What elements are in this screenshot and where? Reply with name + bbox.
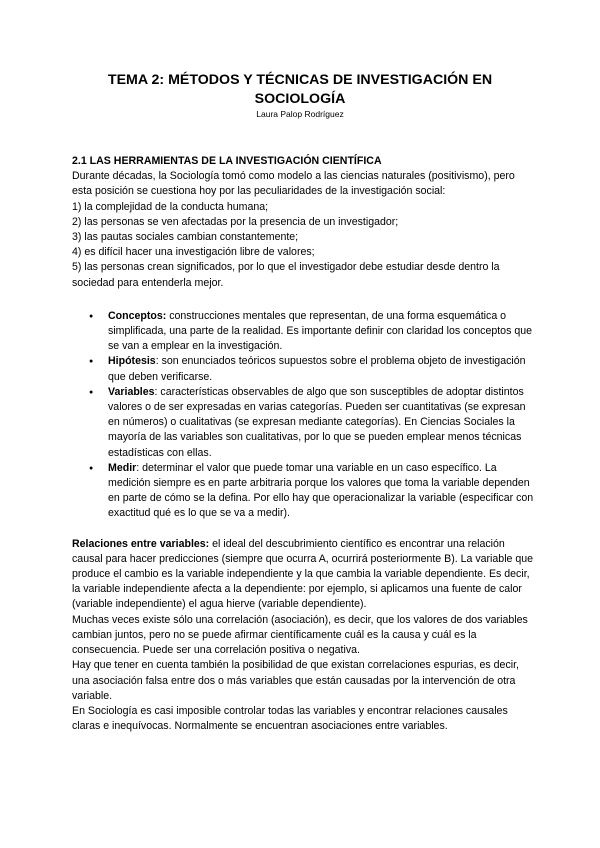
list-item-variables bbox=[108, 385, 534, 461]
relations-text: el ideal del descubrimiento científico es encontrar una relación causal para hacer predicciones (siempre que ocurra A, ocurrirá posteriormente B). La variable que produce el cambio es la variable independiente y la que cambia la variable dependiente. Es decir, la variable independiente afecta a la dependiente: por ejemplo, si aplicamos una fuente de calor (variable independiente) el agua hierve (variable dependiente). bbox=[72, 537, 534, 611]
author: Laura Palop Rodríguez bbox=[256, 109, 344, 119]
term-conceptos: Conceptos: bbox=[108, 309, 167, 322]
document-title bbox=[60, 71, 540, 109]
reason-item: 3) las pautas sociales cambian constantemente; bbox=[72, 231, 299, 244]
term-relaciones: Relaciones entre variables: bbox=[72, 537, 210, 550]
body-paragraph: En Sociología es casi imposible controlar todas las variables y encontrar relaciones causales claras e inequívocas. Normalmente se encuentran asociaciones entre variables. bbox=[72, 704, 508, 733]
term-hipotesis: Hipótesis bbox=[108, 355, 156, 368]
term-medir: Medir bbox=[108, 461, 137, 474]
definition-variables: : características observables de algo que son susceptibles de adoptar distintos valores o de ser expresadas en varias categorías. Pueden ser cuantitativas (se expresan en números) o cualitativas (se expresan mediante categorías). En Ciencias Sociales la mayoría de las variables son cualitativas, por lo que se pueden emplear menos técnicas estadísticas con ellas. bbox=[108, 385, 526, 459]
definition-medir: : determinar el valor que puede tomar una variable en un caso específico. La medición siempre es en parte arbitraria porque los valores que toma la variable dependen en parte de cómo se la defina. Por ello hay que operacionalizar la variable (especificar con exactitud qué es lo que se va a medir). bbox=[108, 461, 534, 520]
relations-paragraph bbox=[72, 537, 534, 613]
body-paragraph: Muchas veces existe sólo una correlación (asociación), es decir, que los valores de dos variables cambian juntos, pero no se puede afirmar científicamente cuál es la causa y cuál es la consecuencia. Puede ser una correlación positiva o negativa. bbox=[72, 613, 528, 657]
list-item-hipotesis bbox=[108, 354, 534, 384]
reason-item: 2) las personas se ven afectadas por la presencia de un investigador; bbox=[72, 215, 399, 228]
definition-hipotesis: : son enunciados teóricos supuestos sobre el problema objeto de investigación que deben verificarse. bbox=[108, 355, 526, 383]
reason-item: 5) las personas crean significados, por lo que el investigador debe estudiar desde dentro la sociedad para entenderla mejor. bbox=[72, 261, 500, 289]
reason-item: 1) la complejidad de la conducta humana; bbox=[72, 200, 269, 213]
document-body bbox=[72, 154, 534, 734]
term-variables: Variables bbox=[108, 385, 155, 398]
definition-conceptos: construcciones mentales que representan, de una forma esquemática o simplificada, una parte de la realidad. Es importante definir con claridad los conceptos que se van a emplear en la investigación. bbox=[108, 309, 532, 353]
definitions-list bbox=[72, 309, 534, 522]
list-item-medir bbox=[108, 461, 534, 522]
title-line-2: SOCIOLOGÍA bbox=[254, 91, 346, 107]
intro-paragraph: Durante décadas, la Sociología tomó como modelo a las ciencias naturales (positivismo), pero esta posición se cuestiona hoy por las peculiaridades de la investigación social: bbox=[72, 170, 515, 198]
reason-item: 4) es difícil hacer una investigación libre de valores; bbox=[72, 246, 315, 259]
body-paragraph: Hay que tener en cuenta también la posibilidad de que existan correlaciones espurias, es decir, una asociación falsa entre dos o más variables que están causadas por la intervención de otra variable. bbox=[72, 659, 519, 702]
list-item-conceptos bbox=[108, 309, 534, 355]
title-line-1: TEMA 2: MÉTODOS Y TÉCNICAS DE INVESTIGACIÓN EN bbox=[107, 72, 493, 88]
section-heading: 2.1 LAS HERRAMIENTAS DE LA INVESTIGACIÓN CIENTÍFICA bbox=[72, 155, 382, 167]
